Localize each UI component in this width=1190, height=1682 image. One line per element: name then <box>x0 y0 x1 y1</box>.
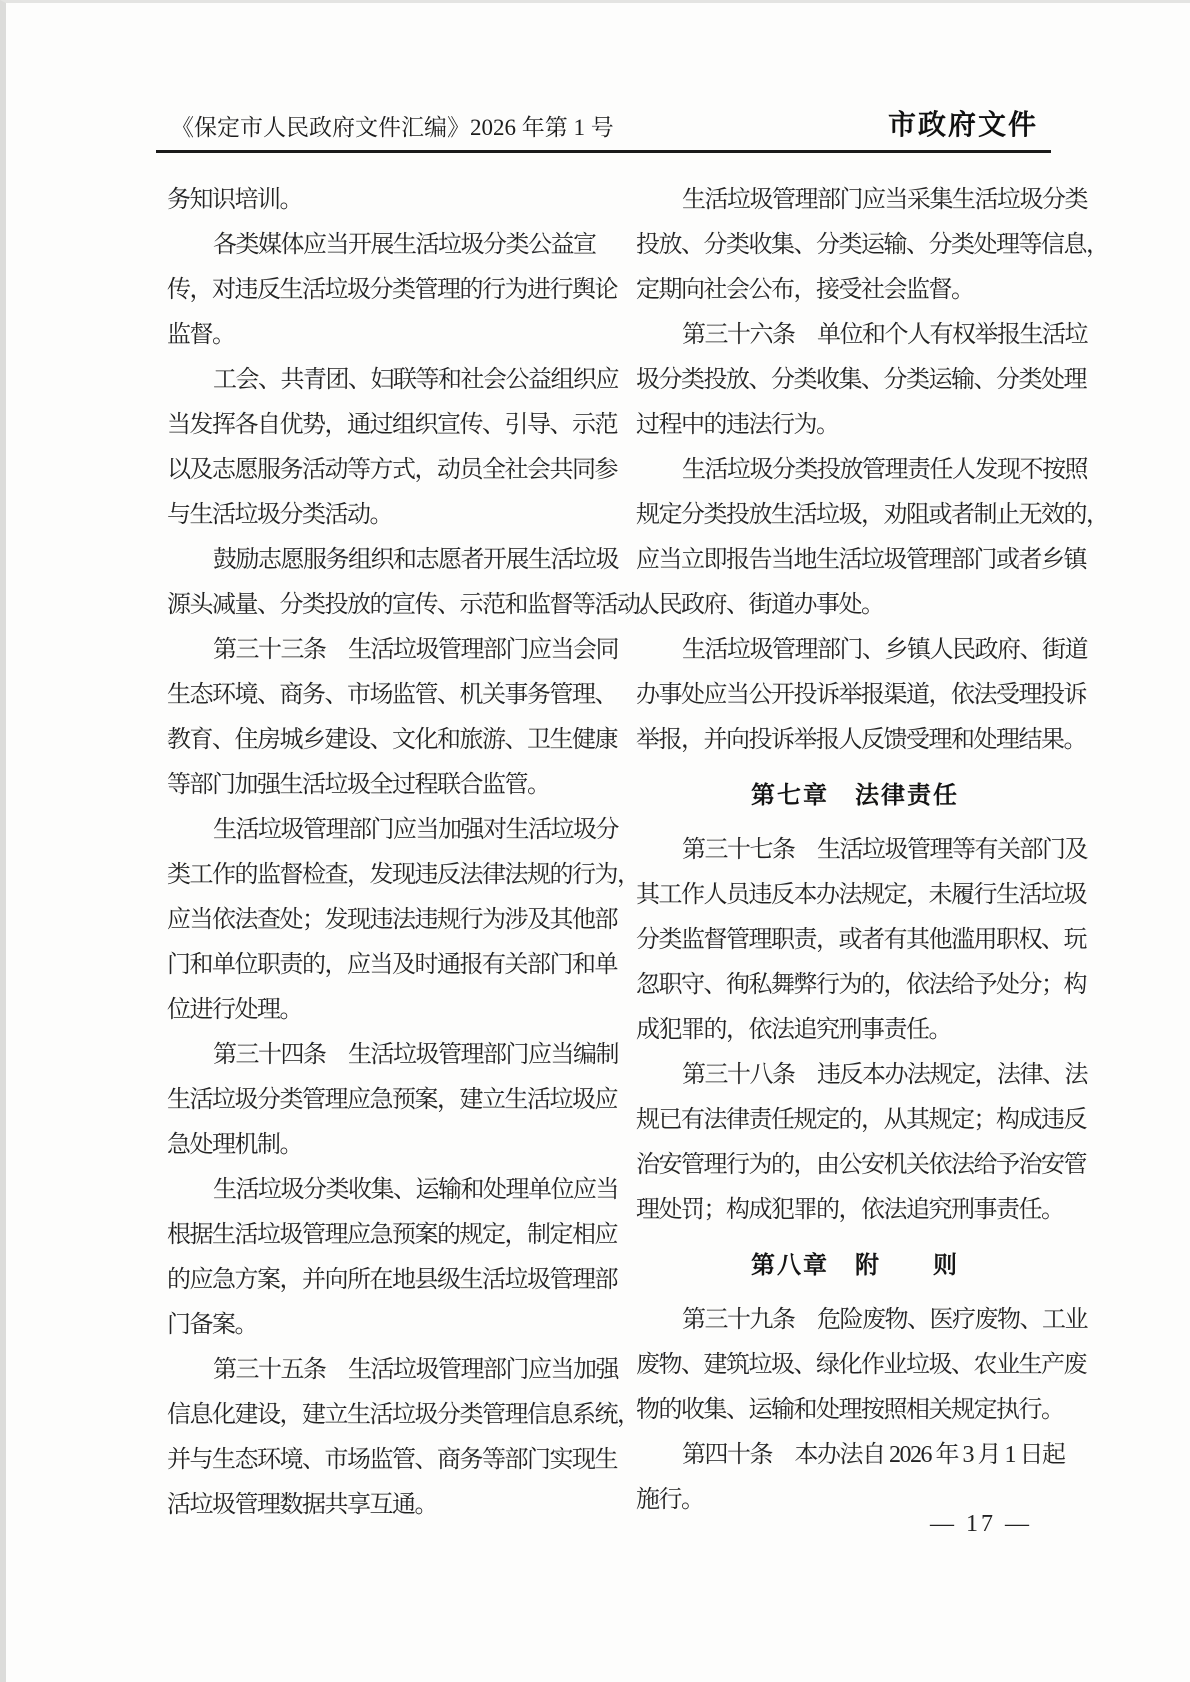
text-line: 生活垃圾管理部门、乡镇人民政府、街道 <box>682 637 1087 663</box>
left-column <box>167 178 662 1528</box>
text-line: 过程中的违法行为。 <box>636 412 839 438</box>
text-line: 第三十五条 生活垃圾管理部门应当加强 <box>213 1357 618 1383</box>
text-line: 位进行处理。 <box>167 997 302 1023</box>
text-line: 定期向社会公布，接受社会监督。 <box>636 277 974 303</box>
text-line: 第三十九条 危险废物、医疗废物、工业 <box>682 1307 1087 1333</box>
text-line: 教育、住房城乡建设、文化和旅游、卫生健康 <box>167 727 617 753</box>
text-line: 第三十四条 生活垃圾管理部门应当编制 <box>213 1042 618 1068</box>
header-rule <box>156 150 1051 153</box>
text-line: 类工作的监督检查，发现违反法律法规的行为， <box>167 862 640 888</box>
text-line: 各类媒体应当开展生活垃圾分类公益宣 <box>213 232 596 258</box>
text-line: 根据生活垃圾管理应急预案的规定，制定相应 <box>167 1222 617 1248</box>
text-line: 圾分类投放、分类收集、分类运输、分类处理 <box>636 367 1086 393</box>
text-line: 生活垃圾管理部门应当采集生活垃圾分类 <box>682 187 1087 213</box>
text-line: 生活垃圾管理部门应当加强对生活垃圾分 <box>213 817 618 843</box>
text-line: 第三十八条 违反本办法规定，法律、法 <box>682 1062 1087 1088</box>
text-line: 鼓励志愿服务组织和志愿者开展生活垃圾 <box>213 547 618 573</box>
text-line: 第三十三条 生活垃圾管理部门应当会同 <box>213 637 618 663</box>
text-line: 门备案。 <box>167 1312 257 1338</box>
text-line: 投放、分类收集、分类运输、分类处理等信息， <box>636 232 1109 258</box>
text-line: 生态环境、商务、市场监管、机关事务管理、 <box>167 682 617 708</box>
text-line: 忽职守、徇私舞弊行为的，依法给予处分；构 <box>636 972 1086 998</box>
text-line: 分类监督管理职责，或者有其他滥用职权、玩 <box>636 927 1086 953</box>
text-line: 以及志愿服务活动等方式，动员全社会共同参 <box>167 457 617 483</box>
text-line: 生活垃圾分类管理应急预案，建立生活垃圾应 <box>167 1087 617 1113</box>
text-line: 务知识培训。 <box>167 187 302 213</box>
text-line: 举报，并向投诉举报人反馈受理和处理结果。 <box>636 727 1086 753</box>
text-line: 治安管理行为的，由公安机关依法给予治安管 <box>636 1152 1086 1178</box>
text-line: 应当依法查处；发现违法违规行为涉及其他部 <box>167 907 617 933</box>
text-line: 应当立即报告当地生活垃圾管理部门或者乡镇 <box>636 547 1086 573</box>
doc-type-label: 市政府文件 <box>887 109 1038 140</box>
text-line: 第三十七条 生活垃圾管理等有关部门及 <box>682 837 1087 863</box>
text-line: 规已有法律责任规定的，从其规定；构成违反 <box>636 1107 1086 1133</box>
text-line: 办事处应当公开投诉举报渠道，依法受理投诉 <box>636 682 1086 708</box>
right-column <box>636 178 1109 1523</box>
text-line: 监督。 <box>167 322 235 348</box>
text-line: 规定分类投放生活垃圾，劝阻或者制止无效的， <box>636 502 1109 528</box>
compilation-title: 《保定市人民政府文件汇编》2026 年第 1 号 <box>171 115 614 140</box>
text-line: 信息化建设，建立生活垃圾分类管理信息系统， <box>167 1402 640 1428</box>
text-line: 第三十六条 单位和个人有权举报生活垃 <box>682 322 1087 348</box>
chapter-heading: 第八章 附 则 <box>751 1252 959 1279</box>
text-line: 生活垃圾分类投放管理责任人发现不按照 <box>682 457 1087 483</box>
text-line: 成犯罪的，依法追究刑事责任。 <box>636 1017 951 1043</box>
page-number: — 17 — <box>930 1511 1032 1537</box>
text-line: 工会、共青团、妇联等和社会公益组织应 <box>213 367 618 393</box>
text-line: 理处罚；构成犯罪的，依法追究刑事责任。 <box>636 1197 1064 1223</box>
text-line: 第四十条 本办法自 2026 年 3 月 1 日起 <box>682 1442 1065 1468</box>
text-line: 生活垃圾分类收集、运输和处理单位应当 <box>213 1177 618 1203</box>
text-line: 急处理机制。 <box>167 1132 302 1158</box>
text-line: 并与生态环境、市场监管、商务等部门实现生 <box>167 1447 617 1473</box>
text-line: 活垃圾管理数据共享互通。 <box>167 1492 437 1518</box>
text-line: 其工作人员违反本办法规定，未履行生活垃圾 <box>636 882 1086 908</box>
text-line: 与生活垃圾分类活动。 <box>167 502 392 528</box>
text-line: 源头减量、分类投放的宣传、示范和监督等活动。 <box>167 592 662 618</box>
text-line: 人民政府、街道办事处。 <box>636 592 884 618</box>
text-line: 当发挥各自优势，通过组织宣传、引导、示范 <box>167 412 617 438</box>
chapter-heading: 第七章 法律责任 <box>751 782 959 809</box>
text-line: 等部门加强生活垃圾全过程联合监管。 <box>167 772 550 798</box>
text-line: 的应急方案，并向所在地县级生活垃圾管理部 <box>167 1267 617 1293</box>
text-line: 施行。 <box>636 1487 704 1513</box>
text-line: 门和单位职责的，应当及时通报有关部门和单 <box>167 952 617 978</box>
text-line: 物的收集、运输和处理按照相关规定执行。 <box>636 1397 1064 1423</box>
text-line: 传，对违反生活垃圾分类管理的行为进行舆论 <box>167 277 617 303</box>
text-line: 废物、建筑垃圾、绿化作业垃圾、农业生产废 <box>636 1352 1086 1378</box>
